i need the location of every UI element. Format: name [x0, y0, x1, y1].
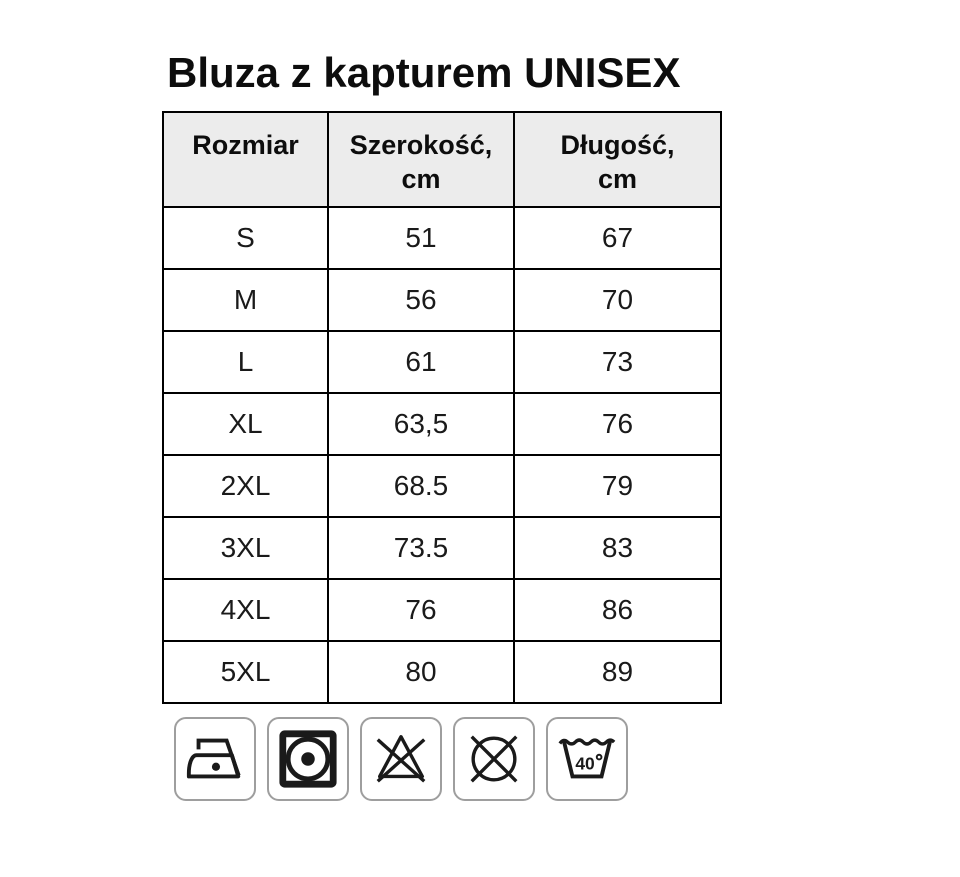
wash-40-degrees-icon	[546, 717, 628, 801]
table-row	[163, 207, 721, 269]
table-row	[163, 579, 721, 641]
size-chart-content	[162, 48, 762, 801]
header-cell-size	[163, 112, 328, 207]
cell-size: S	[163, 207, 328, 269]
header-width-title: Szerokość,	[349, 130, 493, 160]
size-table	[162, 111, 722, 704]
do-not-dry-clean-icon	[453, 717, 535, 801]
care-symbols-row	[174, 717, 762, 801]
table-row	[163, 331, 721, 393]
cell-width: 63,5	[328, 393, 514, 455]
iron-low-heat-icon	[174, 717, 256, 801]
cell-width: 61	[328, 331, 514, 393]
table-row	[163, 455, 721, 517]
header-width-unit: cm	[401, 164, 441, 194]
cell-width: 68.5	[328, 455, 514, 517]
cell-length: 73	[514, 331, 721, 393]
header-length-unit: cm	[597, 164, 638, 194]
table-row	[163, 269, 721, 331]
cell-size: 2XL	[163, 455, 328, 517]
wash-temperature-label: 40	[575, 753, 595, 774]
cell-length: 89	[514, 641, 721, 703]
cell-width: 76	[328, 579, 514, 641]
cell-size: L	[163, 331, 328, 393]
cell-length: 67	[514, 207, 721, 269]
header-cell-width	[328, 112, 514, 207]
page-title: Bluza z kapturem UNISEX	[167, 49, 681, 96]
header-cell-length	[514, 112, 721, 207]
do-not-bleach-icon	[360, 717, 442, 801]
size-table-body	[163, 207, 721, 703]
cell-size: M	[163, 269, 328, 331]
cell-width: 51	[328, 207, 514, 269]
cell-length: 83	[514, 517, 721, 579]
header-length-title: Długość,	[560, 130, 675, 160]
header-row	[163, 112, 721, 207]
table-row	[163, 641, 721, 703]
cell-width: 73.5	[328, 517, 514, 579]
cell-length: 79	[514, 455, 721, 517]
table-row	[163, 393, 721, 455]
cell-size: XL	[163, 393, 328, 455]
header-size-title: Rozmiar	[192, 130, 299, 160]
cell-size: 4XL	[163, 579, 328, 641]
cell-width: 56	[328, 269, 514, 331]
cell-size: 3XL	[163, 517, 328, 579]
cell-length: 76	[514, 393, 721, 455]
cell-length: 86	[514, 579, 721, 641]
tumble-dry-icon	[267, 717, 349, 801]
cell-length: 70	[514, 269, 721, 331]
table-row	[163, 517, 721, 579]
size-table-header	[163, 112, 721, 207]
cell-width: 80	[328, 641, 514, 703]
cell-size: 5XL	[163, 641, 328, 703]
